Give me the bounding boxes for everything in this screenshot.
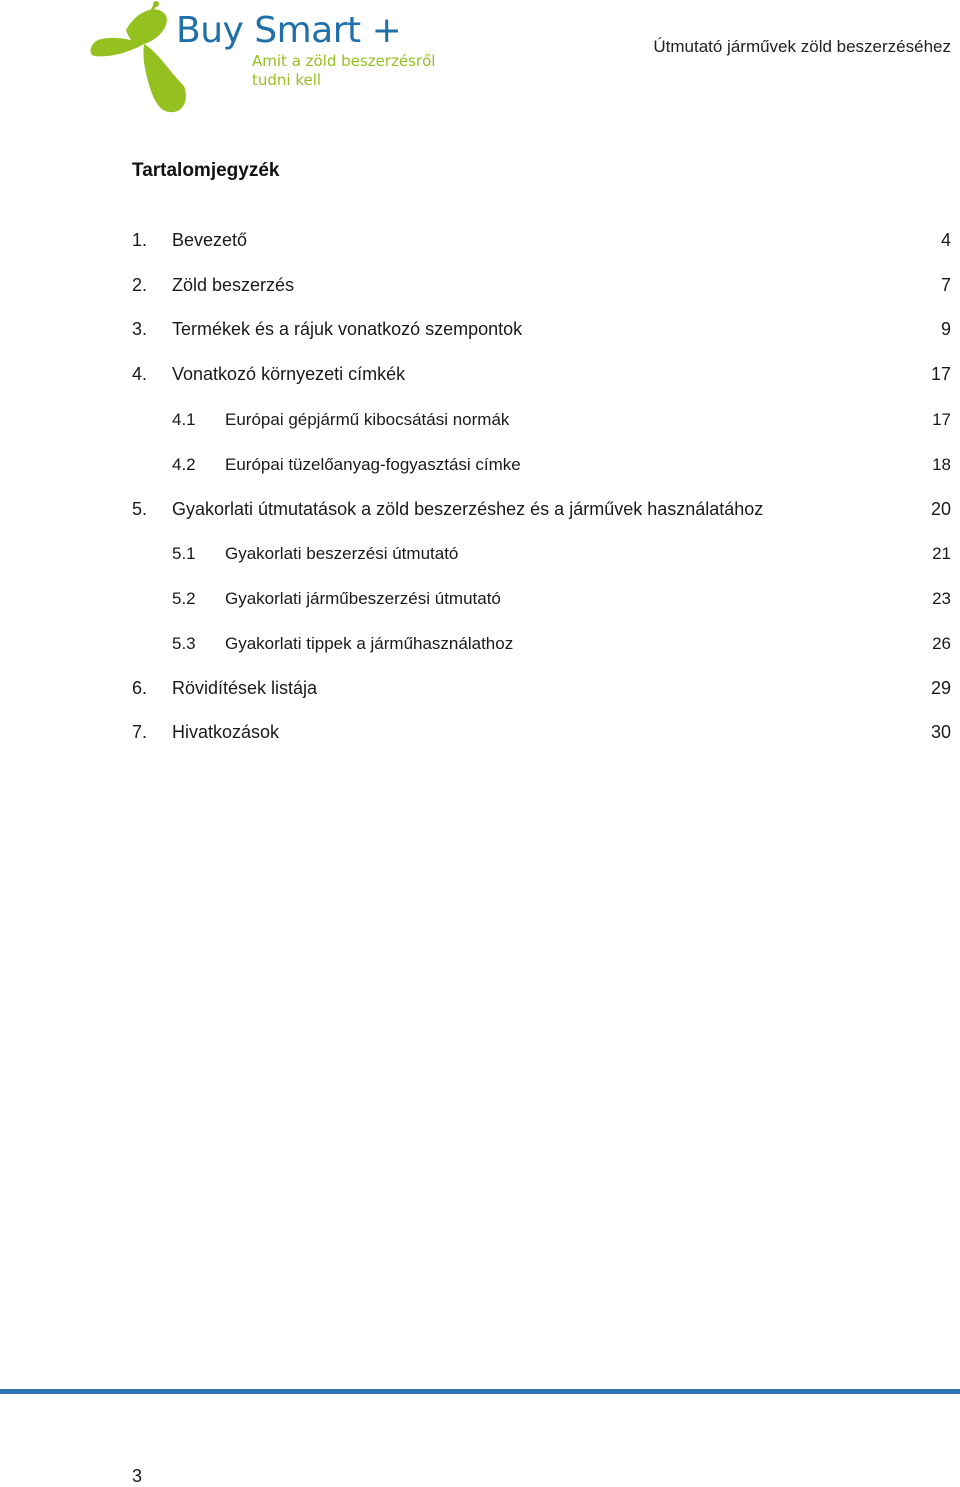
toc-entry-number: 1. xyxy=(132,230,148,250)
toc-entry-page: 4 xyxy=(940,230,951,250)
logo-subtitle-line2: tudni kell xyxy=(252,71,322,89)
toc-entry-4-2[interactable] xyxy=(0,455,960,481)
toc-entry-1[interactable] xyxy=(0,230,960,256)
toc-entry-page: 21 xyxy=(932,544,951,563)
toc-entry-title: Termékek és a rájuk vonatkozó szempontok xyxy=(172,319,523,339)
toc-entry-5-2[interactable] xyxy=(0,589,960,615)
toc-entry-4-1[interactable] xyxy=(0,410,960,436)
logo-title: Buy Smart + xyxy=(176,10,402,51)
maple-seed-logo-icon xyxy=(88,0,188,118)
toc-entry-number: 5.3 xyxy=(172,634,196,653)
toc-entry-number: 4. xyxy=(132,364,148,384)
toc-entry-number: 4.2 xyxy=(172,455,196,474)
logo-subtitle-line1: Amit a zöld beszerzésről xyxy=(252,52,436,70)
toc-entry-number: 2. xyxy=(132,275,148,295)
toc-entry-5-3[interactable] xyxy=(0,634,960,660)
toc-entry-title: Hivatkozások xyxy=(172,722,280,742)
footer-divider xyxy=(0,1389,960,1394)
toc-entry-number: 5. xyxy=(132,499,148,519)
toc-entry-page: 7 xyxy=(940,275,951,295)
toc-entry-title: Zöld beszerzés xyxy=(172,275,295,295)
toc-entry-3[interactable] xyxy=(0,319,960,345)
toc-entry-5-1[interactable] xyxy=(0,544,960,570)
toc-entry-page: 29 xyxy=(930,678,951,698)
toc-entry-page: 23 xyxy=(932,589,951,608)
buy-smart-logo xyxy=(88,0,448,118)
toc-entry-page: 26 xyxy=(932,634,951,653)
toc-entry-number: 6. xyxy=(132,678,148,698)
toc-entry-title: Európai gépjármű kibocsátási normák xyxy=(225,410,510,429)
toc-entry-title: Gyakorlati beszerzési útmutató xyxy=(225,544,459,563)
toc-entry-6[interactable] xyxy=(0,678,960,704)
toc-entry-title: Vonatkozó környezeti címkék xyxy=(172,364,406,384)
toc-entry-title: Gyakorlati tippek a járműhasználathoz xyxy=(225,634,514,653)
toc-entry-title: Európai tüzelőanyag-fogyasztási címke xyxy=(225,455,521,474)
toc-entry-title: Gyakorlati útmutatások a zöld beszerzéshez és a járművek használatához xyxy=(172,499,764,519)
toc-heading: Tartalomjegyzék xyxy=(132,160,280,181)
toc-entry-7[interactable] xyxy=(0,722,960,748)
page-number: 3 xyxy=(132,1466,143,1486)
toc-entry-2[interactable] xyxy=(0,275,960,301)
toc-entry-page: 18 xyxy=(932,455,951,474)
toc-entry-number: 5.1 xyxy=(172,544,196,563)
toc-entry-4[interactable] xyxy=(0,364,960,390)
toc-entry-title: Gyakorlati járműbeszerzési útmutató xyxy=(225,589,501,608)
toc-entry-number: 7. xyxy=(132,722,148,742)
toc-entry-page: 9 xyxy=(940,319,951,339)
toc-entry-title: Bevezető xyxy=(172,230,248,250)
toc-entry-5[interactable] xyxy=(0,499,960,525)
toc-entry-title: Rövidítések listája xyxy=(172,678,318,698)
toc-entry-number: 3. xyxy=(132,319,148,339)
toc-entry-number: 5.2 xyxy=(172,589,196,608)
toc-entry-page: 17 xyxy=(932,410,951,429)
toc-entry-page: 30 xyxy=(930,722,951,742)
toc-entry-page: 17 xyxy=(930,364,951,384)
toc-entry-number: 4.1 xyxy=(172,410,196,429)
toc-entry-page: 20 xyxy=(930,499,951,519)
document-header-title: Útmutató járművek zöld beszerzéséhez xyxy=(653,37,951,56)
